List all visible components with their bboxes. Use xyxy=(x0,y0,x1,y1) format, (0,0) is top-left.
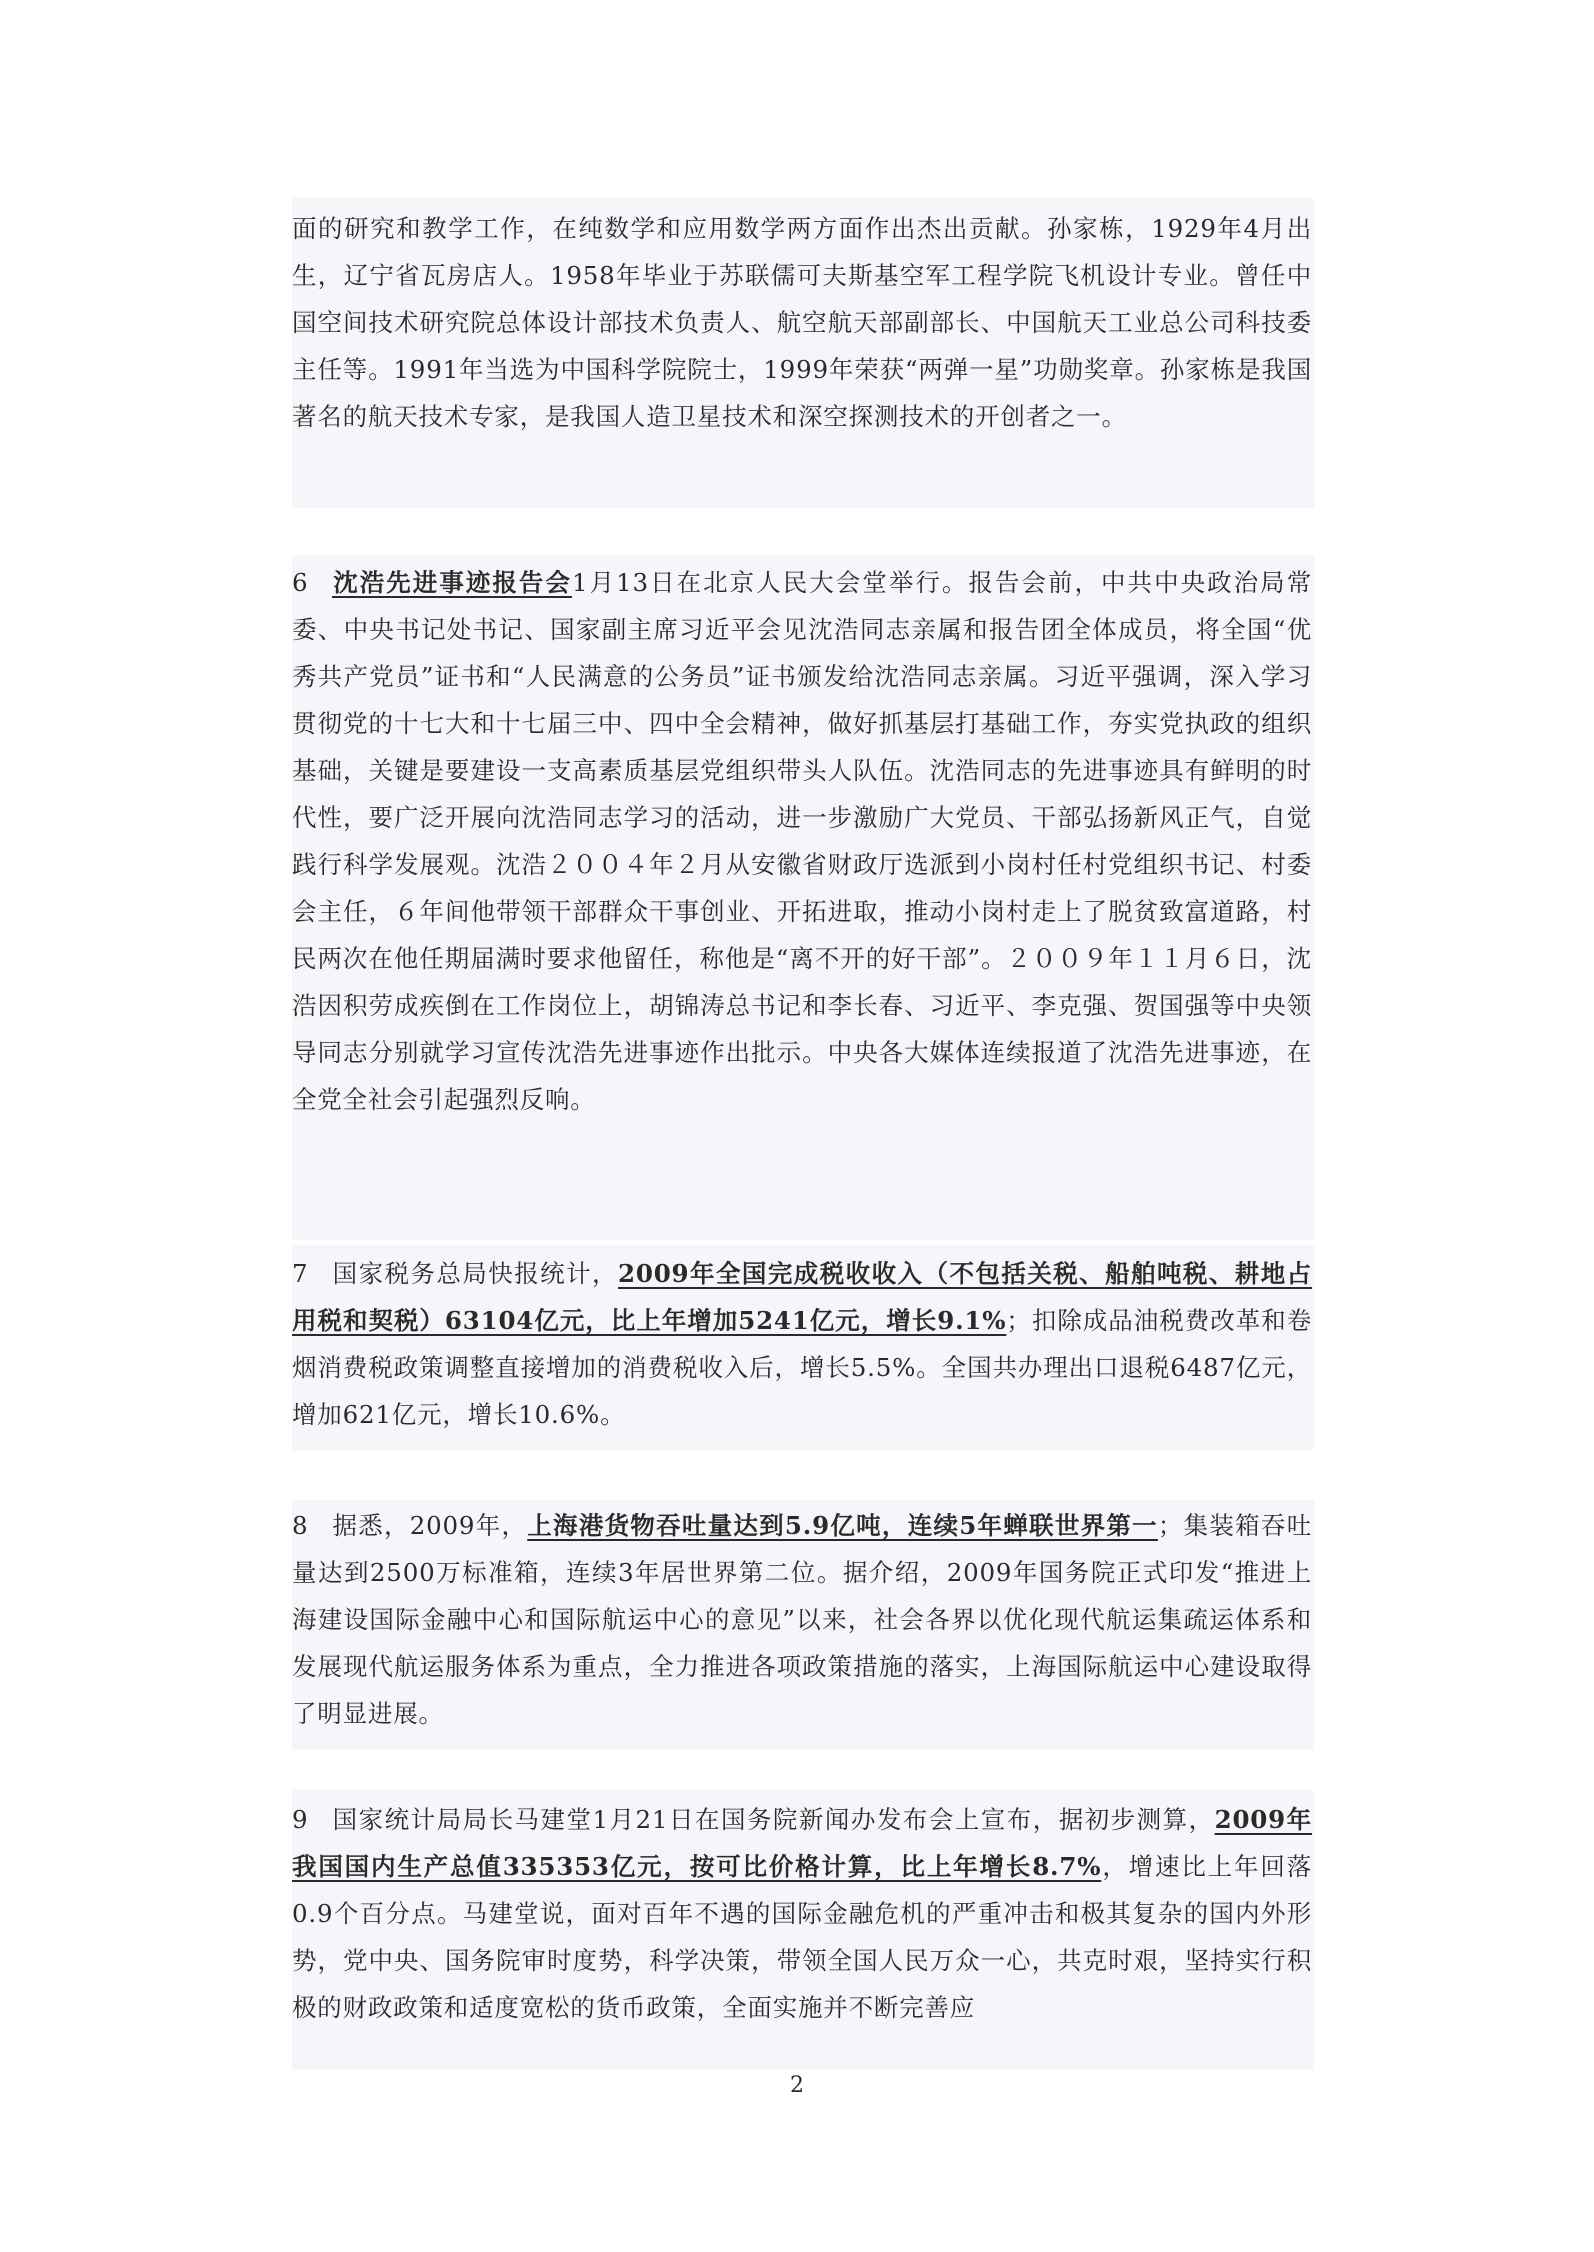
paragraph-text: 据悉，2009年， xyxy=(332,1511,528,1540)
key-phrase: 上海港货物吞吐量达到5.9亿吨，连续5年蝉联世界第一 xyxy=(527,1511,1158,1540)
news-item-6 xyxy=(292,559,1312,1123)
key-phrase: 2009年我国国内生产总值335353亿元，按可比价格计算，比上年增长8.7% xyxy=(292,1805,1312,1881)
paragraph-continued xyxy=(292,205,1312,440)
paragraph-text: ；扣除成品油税费改革和卷烟消费税政策调整直接增加的消费税收入后，增长5.5%。全国共办理出口退税6487亿元，增加621亿元，增长10.6%。 xyxy=(292,1306,1312,1429)
paragraph-text: 国家统计局局长马建堂1月21日在国务院新闻办发布会上宣布，据初步测算， xyxy=(332,1805,1215,1834)
news-item-9 xyxy=(292,1796,1312,2031)
item-number: 8 xyxy=(292,1511,309,1540)
paragraph-text: 面的研究和教学工作，在纯数学和应用数学两方面作出杰出贡献。孙家栋，1929年4月出生，辽宁省瓦房店人。1958年毕业于苏联儒可夫斯基空军工程学院飞机设计专业。曾任中国空间技术研究院总体设计部技术负责人、航空航天部副部长、中国航天工业总公司科技委主任等。1991年当选为中国科学院院士，1999年荣获“两弹一星”功勋奖章。孙家栋是我国著名的航天技术专家，是我国人造卫星技术和深空探测技术的开创者之一。 xyxy=(292,214,1312,431)
news-item-8 xyxy=(292,1502,1312,1737)
item-number: 6 xyxy=(292,568,309,597)
key-phrase: 沈浩先进事迹报告会 xyxy=(332,568,572,597)
page-number: 2 xyxy=(790,2073,804,2098)
paragraph-text: ；集装箱吞吐量达到2500万标准箱，连续3年居世界第二位。据介绍，2009年国务院正式印发“推进上海建设国际金融中心和国际航运中心的意见”以来，社会各界以优化现代航运集疏运体系和发展现代航运服务体系为重点，全力推进各项政策措施的落实，上海国际航运中心建设取得了明显进展。 xyxy=(292,1511,1312,1728)
paragraph-text: ，增速比上年回落0.9个百分点。马建堂说，面对百年不遇的国际金融危机的严重冲击和极其复杂的国内外形势，党中央、国务院审时度势，科学决策，带领全国人民万众一心，共克时艰，坚持实行积极的财政政策和适度宽松的货币政策，全面实施并不断完善应 xyxy=(292,1852,1312,2022)
item-number: 7 xyxy=(292,1259,309,1288)
key-phrase: 2009年全国完成税收收入（不包括关税、船舶吨税、耕地占用税和契税）63104亿元，比上年增加5241亿元，增长9.1% xyxy=(292,1259,1312,1335)
news-item-7 xyxy=(292,1250,1312,1438)
item-number: 9 xyxy=(292,1805,309,1834)
paragraph-text: 国家税务总局快报统计， xyxy=(332,1259,618,1288)
paragraph-text: 1月13日在北京人民大会堂举行。报告会前，中共中央政治局常委、中央书记处书记、国家副主席习近平会见沈浩同志亲属和报告团全体成员，将全国“优秀共产党员”证书和“人民满意的公务员”证书颁发给沈浩同志亲属。习近平强调，深入学习贯彻党的十七大和十七届三中、四中全会精神，做好抓基层打基础工作，夯实党执政的组织基础，关键是要建设一支高素质基层党组织带头人队伍。沈浩同志的先进事迹具有鲜明的时代性，要广泛开展向沈浩同志学习的活动，进一步激励广大党员、干部弘扬新风正气，自觉践行科学发展观。沈浩２００４年２月从安徽省财政厅选派到小岗村任村党组织书记、村委会主任，６年间他带领干部群众干事创业、开拓进取，推动小岗村走上了脱贫致富道路，村民两次在他任期届满时要求他留任，称他是“离不开的好干部”。２００９年１１月６日，沈浩因积劳成疾倒在工作岗位上，胡锦涛总书记和李长春、习近平、李克强、贺国强等中央领导同志分别就学习宣传沈浩先进事迹作出批示。中央各大媒体连续报道了沈浩先进事迹，在全党全社会引起强烈反响。 xyxy=(292,568,1312,1114)
